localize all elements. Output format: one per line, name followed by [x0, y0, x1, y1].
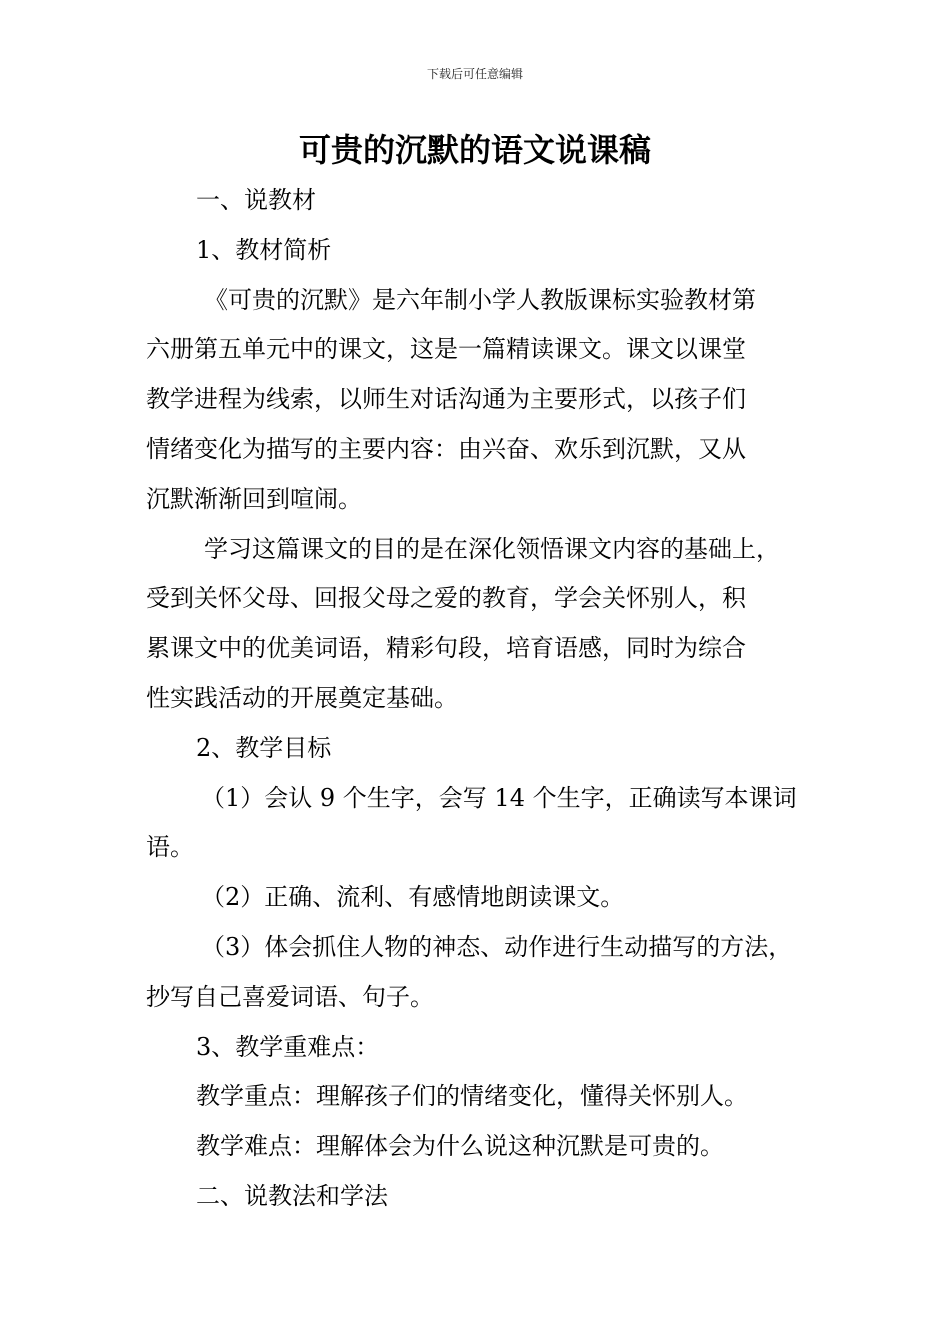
paragraph-line: 累课文中的优美词语，精彩句段，培育语感，同时为综合	[146, 634, 746, 663]
paragraph-line: 情绪变化为描写的主要内容：由兴奋、欢乐到沉默，又从	[146, 434, 746, 463]
paragraph-line: 六册第五单元中的课文，这是一篇精读课文。课文以课堂	[146, 335, 746, 364]
paragraph-line: 《可贵的沉默》是六年制小学人教版课标实验教材第	[204, 285, 756, 314]
goal-item-1: （1）会认 9 个生字，会写 14 个生字，正确读写本课词	[201, 783, 797, 812]
header-note: 下载后可任意编辑	[426, 67, 523, 81]
goal-item-3: （3）体会抓住人物的神态、动作进行生动描写的方法，	[201, 932, 793, 961]
subsection-heading-key-points: 3、教学重难点：	[196, 1032, 380, 1061]
paragraph-line: 学习这篇课文的目的是在深化领悟课文内容的基础上，	[204, 534, 780, 563]
key-point-line: 教学重点：理解孩子们的情绪变化，懂得关怀别人。	[196, 1082, 748, 1111]
paragraph-line: 性实践活动的开展奠定基础。	[146, 683, 458, 712]
paragraph-line: 教学进程为线索，以师生对话沟通为主要形式，以孩子们	[146, 385, 746, 414]
section-heading-methods: 二、说教法和学法	[196, 1181, 388, 1210]
subsection-heading-analysis: 1、教材简析	[196, 235, 332, 264]
goal-item-1-continued: 语。	[146, 833, 194, 862]
subsection-heading-goals: 2、教学目标	[196, 733, 332, 762]
paragraph-line: 受到关怀父母、回报父母之爱的教育，学会关怀别人，积	[146, 584, 746, 613]
paragraph-line: 沉默渐渐回到喧闹。	[146, 484, 362, 513]
document-body	[146, 176, 814, 1222]
goal-item-2: （2）正确、流利、有感情地朗读课文。	[201, 883, 625, 912]
difficult-point-line: 教学难点：理解体会为什么说这种沉默是可贵的。	[196, 1132, 724, 1161]
section-heading-textbook: 一、说教材	[196, 186, 316, 214]
document-title: 可贵的沉默的语文说课稿	[298, 131, 651, 169]
goal-item-3-continued: 抄写自己喜爱词语、句子。	[146, 982, 434, 1011]
